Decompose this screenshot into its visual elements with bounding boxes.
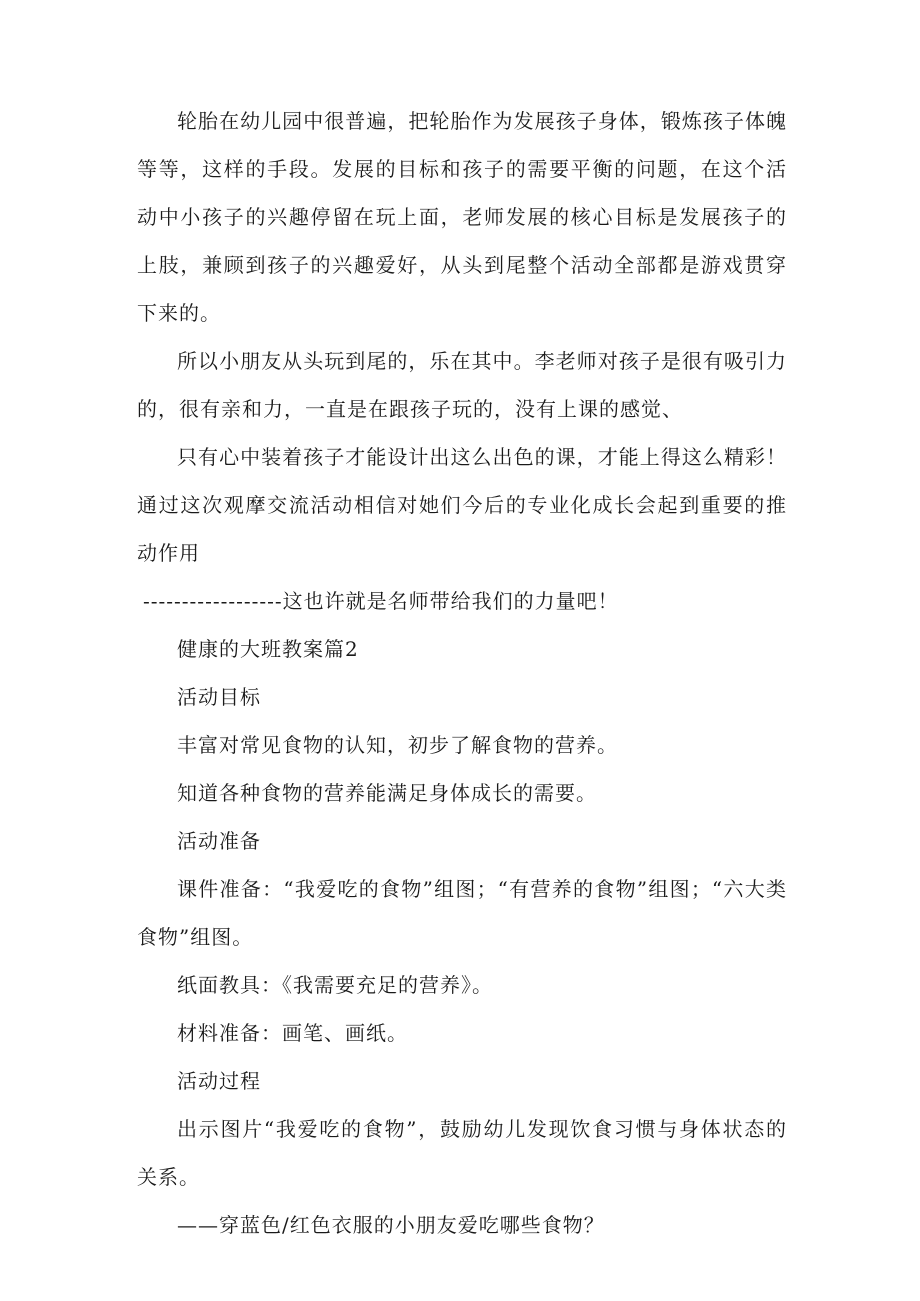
paragraph-teacher: 只有心中装着孩子才能设计出这么出色的课，才能上得这么精彩！通过这次观摩交流活动相信对她们今后的专业化成长会起到重要的推动作用 (137, 445, 787, 565)
preparation-courseware: 课件准备：“我爱吃的食物”组图；“有营养的食物”组图；“六大类食物”组图。 (137, 877, 787, 949)
process-question-1: ——穿蓝色/红色衣服的小朋友爱吃哪些食物？ (177, 1213, 605, 1237)
section-title: 健康的大班教案篇2 (177, 637, 359, 661)
paragraph-fun: 所以小朋友从头玩到尾的，乐在其中。李老师对孩子是很有吸引力的，很有亲和力，一直是在跟孩子玩的，没有上课的感觉、 (137, 349, 787, 421)
paragraph-closing: ------------------这也许就是名师带给我们的力量吧！ (143, 589, 619, 613)
preparation-materials: 材料准备：画笔、画纸。 (177, 1021, 408, 1045)
goal-item-1: 丰富对常见食物的认知，初步了解食物的营养。 (177, 733, 618, 757)
goal-item-2: 知道各种食物的营养能满足身体成长的需要。 (177, 781, 597, 805)
preparation-teaching-aid: 纸面教具：《我需要充足的营养》。 (177, 973, 493, 997)
heading-activity-process: 活动过程 (177, 1069, 261, 1093)
process-step-1: 出示图片“我爱吃的食物”，鼓励幼儿发现饮食习惯与身体状态的关系。 (137, 1117, 787, 1189)
paragraph-tires: 轮胎在幼儿园中很普遍，把轮胎作为发展孩子身体，锻炼孩子体魄等等，这样的手段。发展的目标和孩子的需要平衡的问题，在这个活动中小孩子的兴趣停留在玩上面，老师发展的核心目标是发展孩子的上肢，兼顾到孩子的兴趣爱好，从头到尾整个活动全部都是游戏贯穿下来的。 (137, 109, 787, 325)
document-body (137, 97, 787, 1249)
heading-activity-goals: 活动目标 (177, 685, 261, 709)
heading-activity-preparation: 活动准备 (177, 829, 261, 853)
